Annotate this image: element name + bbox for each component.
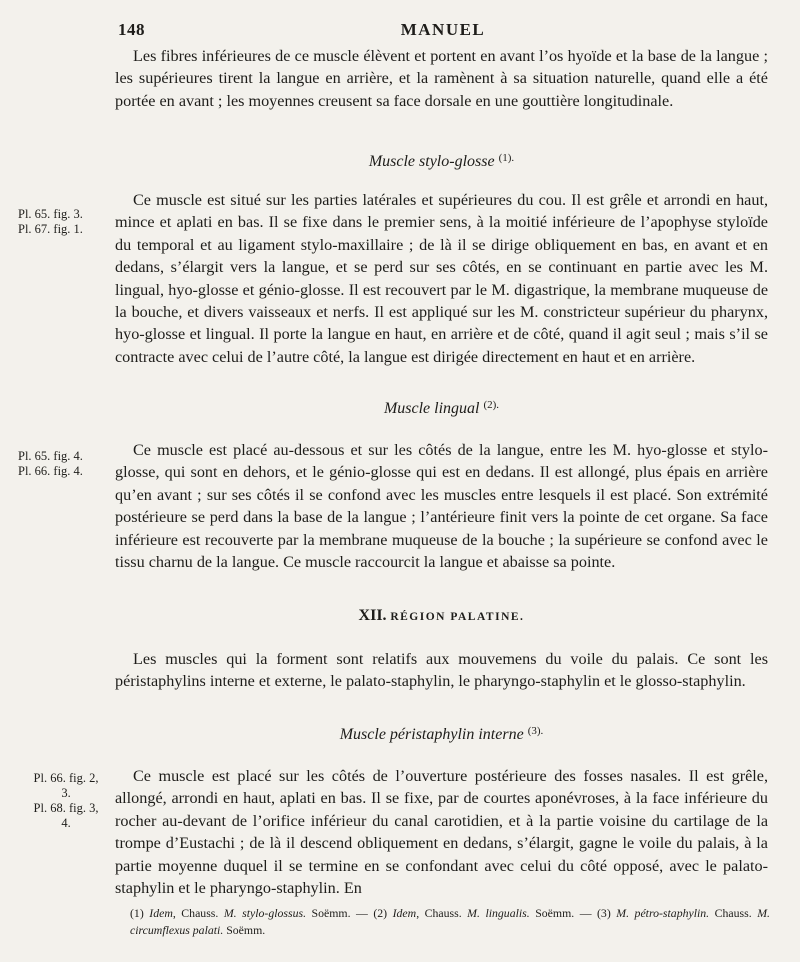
margin-note-3a: Pl. 66. fig. 2, — [33, 771, 99, 785]
footnote-3-number: (3) — [597, 906, 611, 920]
footnote-2-soemm: Soëmm. — — [535, 906, 592, 920]
footnote-2-chauss: , Chauss. — [416, 906, 462, 920]
page-header — [118, 20, 768, 44]
heading-peristaphylin-text: Muscle péristaphylin interne — [339, 726, 524, 743]
footnote-3-name: M. pétro-staphylin. — [616, 906, 710, 920]
footnote-1-idem: Idem — [149, 906, 173, 920]
footnote-3-chauss: Chauss. — [714, 906, 752, 920]
margin-note-3b: 3. — [61, 786, 71, 800]
peristaphylin-paragraph — [115, 765, 768, 899]
intro-paragraph — [115, 45, 768, 112]
stylo-glosse-paragraph — [115, 189, 768, 368]
intro-text: Les fibres inférieures de ce muscle élèvent et portent en avant l’os hyoïde et la base de la langue ; les supérieures tirent la langue en arrière, et la ramènent à sa situation naturelle, quand elle a été portée en avant ; les moyennes creusent sa face dorsale en une gouttière longitudinale. — [115, 47, 768, 110]
footnote-ref-2: (2). — [483, 399, 500, 411]
footnote-2-name: M. lingualis. — [467, 906, 530, 920]
margin-note-1a: Pl. 65. fig. 3. — [18, 207, 83, 221]
heading-lingual-text: Muscle lingual — [383, 400, 480, 417]
page-number: 148 — [118, 20, 145, 39]
margin-note-3d: 4. — [61, 816, 71, 830]
lingual-text: Ce muscle est placé au-dessous et sur les côtés de la langue, entre les M. hyo-glosse et stylo-glosse, qui sont en dehors, et le génio-glosse qui est en dedans. Il est allongé, plus épais en arrière qu’en avant ; sur ses côtés il se confond avec les muscles entre lesquels il est placé. Son extrémité postérieure se perd dans la base de la langue ; l’antérieure finit vers la pointe de cet organe. Sa face inférieure est recouverte par la membrane muqueuse de la bouche ; la supérieure se confond avec le tissu charnu de la langue. Ce muscle raccourcit la langue et abaisse sa pointe. — [115, 441, 768, 572]
footnote-1-chauss: , Chauss. — [172, 906, 219, 920]
footnote-2-number: (2) — [373, 906, 388, 920]
footnotes — [130, 905, 770, 939]
footnote-3-soemm: Soëmm. — [226, 923, 266, 937]
section-heading-palatine — [115, 607, 768, 625]
footnote-1 — [130, 906, 373, 920]
margin-note-1 — [18, 207, 113, 237]
stylo-glosse-text: Ce muscle est situé sur les parties latérales et supérieures du cou. Il est grêle et arrondi en haut, mince et aplati en bas. Il se fixe dans le premier sens, à la moitié inférieure de l’apophyse styloïde du temporal et au ligament stylo-maxillaire ; de là il se dirige obliquement en bas, en avant et en dedans, s’élargit vers la langue, et se perd sur ses côtés, en se continuant en partie avec les M. lingual, hyo-glosse et génio-glosse. Il est recouvert par le M. digastrique, la membrane muqueuse de la bouche, et divers vaisseaux et nerfs. Il est appliqué sur les M. constricteur supérieur du pharynx, hyo-glosse et lingual. Il porte la langue en haut, en arrière et de côté, quand il agit seul ; mais s’il se contracte avec celui de l’autre côté, la langue est dirigée directement en haut et en arrière. — [115, 191, 768, 366]
margin-note-2b: Pl. 66. fig. 4. — [18, 464, 83, 478]
footnote-1-name: M. stylo-glossus. — [223, 906, 307, 920]
running-head: MANUEL — [400, 20, 486, 39]
footnote-2 — [373, 906, 597, 920]
margin-note-3 — [26, 771, 106, 831]
section-number: XII. — [358, 607, 387, 624]
footnote-3-name2: M. circumflexus palati. — [130, 906, 770, 937]
heading-stylo-glosse-text: Muscle stylo-glosse — [368, 153, 495, 170]
heading-lingual — [115, 399, 768, 418]
footnote-2-idem: Idem — [392, 906, 417, 920]
margin-note-1b: Pl. 67. fig. 1. — [18, 222, 83, 236]
footnote-ref-1: (1). — [498, 152, 515, 164]
heading-stylo-glosse — [115, 152, 768, 171]
footnote-1-soemm: Soëmm. — — [311, 906, 368, 920]
footnote-ref-3: (3). — [527, 725, 544, 737]
peristaphylin-text: Ce muscle est placé sur les côtés de l’ouverture postérieure des fosses nasales. Il est grêle, allongé, arrondi en haut, aplati en bas. Il se fixe, par de courtes aponévroses, à la face inférieure du rocher au-devant de l’orifice inférieur du canal carotidien, et à la partie voisine du cartilage de la trompe d’Eustachi ; de là il descend obliquement en dedans, s’élargit, gagne le voile du palais, à la partie moyenne duquel il se termine en se confondant avec celui du côté opposé, avec le palato-staphylin et le pharyngo-staphylin. En — [115, 767, 768, 898]
heading-peristaphylin — [115, 725, 768, 744]
margin-note-2 — [18, 449, 113, 479]
palatine-paragraph — [115, 648, 768, 693]
lingual-paragraph — [115, 439, 768, 573]
footnote-1-number: (1) — [130, 906, 144, 920]
palatine-text: Les muscles qui la forment sont relatifs aux mouvemens du voile du palais. Ce sont les péristaphylins interne et externe, le palato-staphylin, le pharyngo-staphylin et le glosso-staphylin. — [115, 650, 768, 691]
margin-note-2a: Pl. 65. fig. 4. — [18, 449, 83, 463]
margin-note-3c: Pl. 68. fig. 3, — [33, 801, 99, 815]
section-title: RÉGION PALATINE. — [390, 611, 525, 623]
